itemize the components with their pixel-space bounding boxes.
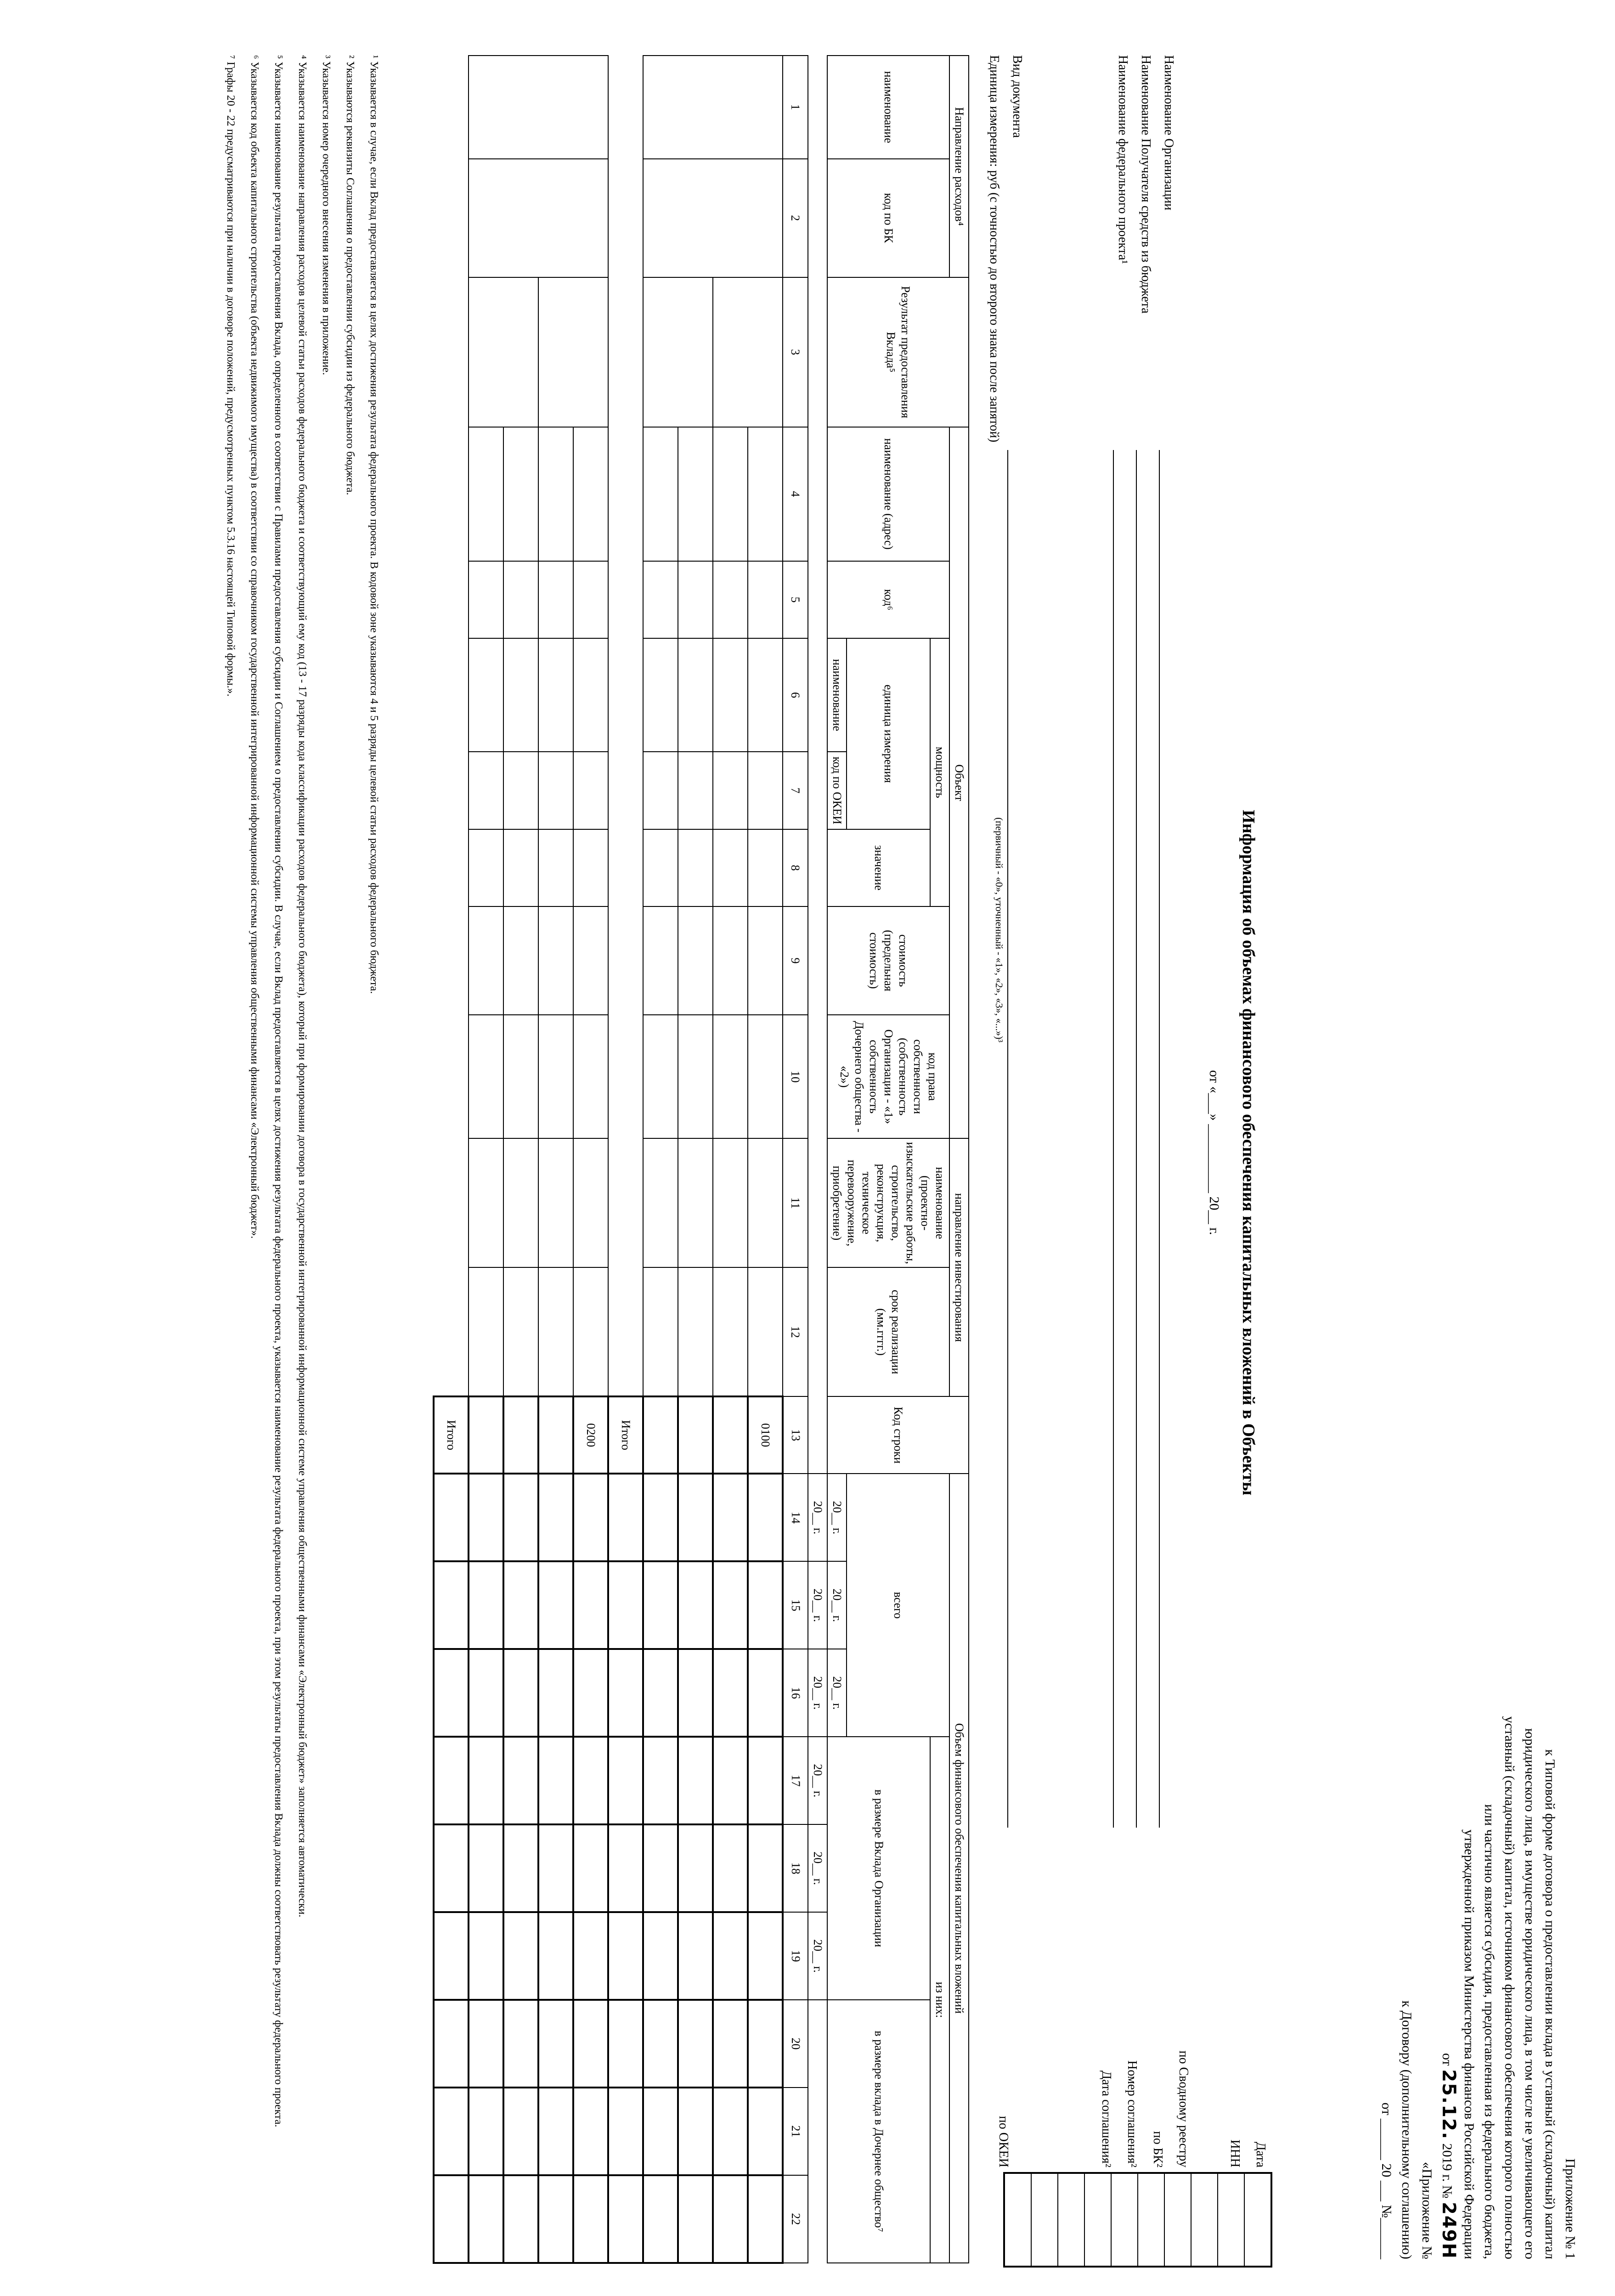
table-cell[interactable] <box>469 159 608 277</box>
table-cell[interactable] <box>713 1737 748 1824</box>
table-cell[interactable] <box>678 1474 713 1561</box>
doc-type-underline <box>1007 450 1008 1828</box>
table-cell[interactable] <box>643 2088 678 2175</box>
table-cell[interactable] <box>469 1737 503 1824</box>
table-cell[interactable] <box>503 2175 538 2263</box>
table-cell[interactable] <box>748 1267 783 1396</box>
table-cell[interactable] <box>469 1396 503 1474</box>
footnote: ¹ Указывается в случае, если Вклад предоставляется в целях достижения результата федерального проекта. В кодовой зоне указываются 4 и 5 разряды целевой статьи расходов федерального бюджета. <box>368 55 380 994</box>
table-cell[interactable] <box>748 1737 783 1824</box>
table-cell[interactable] <box>503 2088 538 2175</box>
table-cell[interactable] <box>643 427 678 561</box>
table-cell[interactable] <box>713 1474 748 1561</box>
table-cell[interactable] <box>573 1737 608 1824</box>
table-cell[interactable] <box>678 1015 713 1139</box>
col-num: 3 <box>783 277 808 427</box>
th-ownership: код права собственности (собственность Организации - «1» собственность Дочернего общества - «2») <box>827 1015 949 1139</box>
table-cell[interactable] <box>573 427 608 561</box>
code-cell-inn <box>1217 2174 1244 2266</box>
table-cell[interactable] <box>538 752 573 829</box>
table-cell[interactable] <box>538 1474 573 1561</box>
table-cell[interactable] <box>503 1267 538 1396</box>
handwritten-number: 249Н <box>1438 2202 1459 2259</box>
table-cell[interactable] <box>573 1912 608 2000</box>
col-num: 5 <box>783 561 808 638</box>
capital-investment-table <box>433 55 969 2264</box>
table-cell[interactable] <box>748 2000 783 2088</box>
table-cell[interactable] <box>643 906 678 1015</box>
table-cell[interactable] <box>713 2000 748 2088</box>
th-year: 20__ г. <box>808 1649 827 1737</box>
code-label-bk: по БК² <box>1151 2131 1165 2167</box>
table-cell[interactable] <box>713 906 748 1015</box>
table-cell[interactable] <box>643 1015 678 1139</box>
unit-label: Единица измерения: руб (с точностью до второго знака после запятой) <box>987 55 1001 443</box>
table-cell[interactable] <box>748 2088 783 2175</box>
table-cell[interactable] <box>503 1138 538 1267</box>
table-cell[interactable] <box>503 1649 538 1737</box>
codes-box <box>1003 2172 1272 2268</box>
table-cell[interactable] <box>503 1561 538 1649</box>
project-label: Наименование федерального проекта¹ <box>1116 55 1130 264</box>
table-cell[interactable] <box>573 829 608 906</box>
table-cell[interactable] <box>469 1474 503 1561</box>
table-cell[interactable] <box>469 2088 503 2175</box>
annex-line: уставный (складочный) капитал, источником финансового обеспечения которого полностью <box>1502 1716 1517 2259</box>
total-cell[interactable] <box>608 1474 643 1561</box>
col-num: 11 <box>783 1138 808 1267</box>
col-num: 17 <box>783 1737 808 1824</box>
th-invest: направление инвестирования <box>949 1138 969 1396</box>
total-cell[interactable] <box>608 1649 643 1737</box>
table-cell[interactable] <box>678 906 713 1015</box>
row-code-cell: 0200 <box>573 1396 608 1474</box>
col-num: 19 <box>783 1912 808 2000</box>
col-num: 1 <box>783 56 808 159</box>
table-cell[interactable] <box>469 561 503 638</box>
annex-header <box>1376 1598 1580 2259</box>
table-cell[interactable] <box>573 1824 608 1912</box>
recipient-label: Наименование Получателя средств из бюджета <box>1139 55 1153 314</box>
col-num: 15 <box>783 1561 808 1649</box>
table-cell[interactable] <box>678 1649 713 1737</box>
total-cell[interactable] <box>608 1561 643 1649</box>
th-year: 20__ г. <box>808 1912 827 2000</box>
table-cell[interactable] <box>678 829 713 906</box>
table-cell[interactable] <box>713 2175 748 2263</box>
th-code-bk: код по БК <box>827 159 949 277</box>
code-cell-blank <box>1191 2174 1217 2266</box>
table-cell[interactable] <box>573 1138 608 1267</box>
table-cell[interactable] <box>643 829 678 906</box>
table-cell[interactable] <box>713 277 783 427</box>
total-cell[interactable] <box>434 1649 469 1737</box>
table-cell[interactable] <box>538 1912 573 2000</box>
th-invest-name: наименование (проектно-изыскательские работы, строительство, реконструкция, техническое перевооружение, приобретение) <box>827 1138 949 1267</box>
table-cell[interactable] <box>503 1015 538 1139</box>
doc-type-hint: (первичный - «0», уточненный - «1», «2», «3», «...»)³ <box>994 817 1005 1042</box>
table-cell[interactable] <box>713 752 748 829</box>
code-cell-bk <box>1137 2174 1164 2266</box>
table-cell[interactable] <box>678 1396 713 1474</box>
table-cell[interactable] <box>748 1138 783 1267</box>
th-result: Результат предоставления Вклада⁵ <box>827 277 969 427</box>
table-cell[interactable] <box>678 1561 713 1649</box>
table-cell[interactable] <box>538 561 573 638</box>
table-cell[interactable] <box>643 277 713 427</box>
annex-line: от ______ 20 ___ №______ <box>1379 2102 1394 2259</box>
table-cell[interactable] <box>748 1824 783 1912</box>
table-cell[interactable] <box>538 1649 573 1737</box>
col-num: 14 <box>783 1474 808 1561</box>
annex-line: «Приложение № <box>1419 2161 1434 2259</box>
row-code-cell: 0100 <box>748 1396 783 1474</box>
col-num: 12 <box>783 1267 808 1396</box>
table-cell[interactable] <box>713 427 748 561</box>
table-cell[interactable] <box>573 1474 608 1561</box>
footnotes <box>219 55 386 2259</box>
annex-line: утвержденной приказом Министерства финансов Российской Федерации <box>1462 1829 1477 2259</box>
table-cell[interactable] <box>538 1138 573 1267</box>
table-cell[interactable] <box>678 1737 713 1824</box>
total-cell[interactable] <box>434 2175 469 2263</box>
total-cell[interactable] <box>608 1737 643 1824</box>
table-cell[interactable] <box>678 2088 713 2175</box>
table-cell[interactable] <box>469 1912 503 2000</box>
table-cell[interactable] <box>503 1396 538 1474</box>
table-cell[interactable] <box>748 1912 783 2000</box>
th-dir-name: наименование <box>827 56 949 159</box>
table-cell[interactable] <box>538 638 573 752</box>
table-cell[interactable] <box>538 1396 573 1474</box>
table-cell[interactable] <box>713 561 748 638</box>
th-unit: единица измерения <box>847 638 930 829</box>
table-cell[interactable] <box>678 2175 713 2263</box>
total-row <box>608 56 643 2263</box>
table-cell[interactable] <box>469 427 503 561</box>
table-row <box>748 56 783 2263</box>
table-cell[interactable] <box>643 638 678 752</box>
total-cell[interactable] <box>608 2000 643 2088</box>
table-cell[interactable] <box>538 1267 573 1396</box>
table-cell[interactable] <box>713 1649 748 1737</box>
table-cell[interactable] <box>643 159 783 277</box>
table-cell[interactable] <box>469 752 503 829</box>
table-cell[interactable] <box>503 2000 538 2088</box>
annex-line: юридического лица, в имуществе юридического лица, в том числе не увеличивающего его <box>1522 1728 1537 2259</box>
th-year: 20__ г. <box>808 1561 827 1649</box>
table-cell[interactable] <box>469 1649 503 1737</box>
total-cell[interactable] <box>608 1824 643 1912</box>
total-cell[interactable] <box>434 1474 469 1561</box>
code-cell-blank <box>1057 2174 1084 2266</box>
table-cell[interactable] <box>573 1015 608 1139</box>
table-cell[interactable] <box>573 638 608 752</box>
table-cell[interactable] <box>538 2175 573 2263</box>
col-num: 21 <box>783 2088 808 2175</box>
table-cell[interactable] <box>748 1015 783 1139</box>
table-cell[interactable] <box>643 1912 678 2000</box>
col-num: 13 <box>783 1396 808 1474</box>
th-obj-name: наименование (адрес) <box>827 427 949 561</box>
col-num: 16 <box>783 1649 808 1737</box>
table-cell[interactable] <box>643 1396 678 1474</box>
th-year: 20__ г. <box>827 1649 847 1737</box>
table-cell[interactable] <box>538 1824 573 1912</box>
recipient-underline <box>1136 450 1137 1828</box>
col-num: 22 <box>783 2175 808 2263</box>
th-row-code: Код строки <box>827 1396 969 1474</box>
table-cell[interactable] <box>538 1015 573 1139</box>
th-direction: Направление расходов⁴ <box>949 56 969 277</box>
table-cell[interactable] <box>643 1474 678 1561</box>
table-cell[interactable] <box>503 752 538 829</box>
code-label-svod: по Сводному реестру <box>1176 2050 1191 2167</box>
total-label: Итого <box>434 1396 469 1474</box>
code-label-okei: по ОКЕИ <box>996 2116 1011 2167</box>
table-cell[interactable] <box>713 1138 748 1267</box>
table-cell[interactable] <box>748 561 783 638</box>
table-cell[interactable] <box>538 829 573 906</box>
table-cell[interactable] <box>713 1824 748 1912</box>
table-cell[interactable] <box>748 1474 783 1561</box>
table-cell[interactable] <box>713 829 748 906</box>
spacer <box>434 56 469 1396</box>
table-cell[interactable] <box>469 638 503 752</box>
footnote: ⁷ Графы 20 - 22 предусматриваются при наличии в договоре положений, предусмотренных пунктом 5.3.16 настоящей Типовой формы.». <box>225 55 237 697</box>
table-cell[interactable] <box>643 56 783 159</box>
table-cell[interactable] <box>643 1737 678 1824</box>
col-num: 9 <box>783 906 808 1015</box>
spacer <box>608 56 643 1396</box>
table-cell[interactable] <box>503 1474 538 1561</box>
table-row <box>678 56 713 2263</box>
table-cell[interactable] <box>503 1737 538 1824</box>
table-cell[interactable] <box>573 1267 608 1396</box>
table-cell[interactable] <box>503 1824 538 1912</box>
table-cell[interactable] <box>678 1824 713 1912</box>
th-unit-okei: код по ОКЕИ <box>827 752 847 829</box>
table-cell[interactable] <box>748 427 783 561</box>
table-cell[interactable] <box>573 2088 608 2175</box>
table-cell[interactable] <box>573 906 608 1015</box>
col-num: 2 <box>783 159 808 277</box>
table-cell[interactable] <box>538 906 573 1015</box>
table-cell[interactable] <box>678 1267 713 1396</box>
th-total: всего <box>847 1474 949 1737</box>
col-num: 8 <box>783 829 808 906</box>
col-num: 6 <box>783 638 808 752</box>
table-cell[interactable] <box>643 1267 678 1396</box>
th-object: Объект <box>949 427 969 1139</box>
spacer <box>808 56 827 1474</box>
th-of-them: из них: <box>930 1737 949 2263</box>
table-cell[interactable] <box>748 1649 783 1737</box>
code-cell-okei <box>1005 2174 1031 2266</box>
total-cell[interactable] <box>608 1912 643 2000</box>
table-cell[interactable] <box>469 829 503 906</box>
table-cell[interactable] <box>678 561 713 638</box>
rotated-form <box>37 37 1589 2268</box>
handwritten-date: 25.12. <box>1438 2069 1459 2140</box>
total-label: Итого <box>608 1396 643 1474</box>
th-year: 20__ г. <box>808 1474 827 1561</box>
table-cell[interactable] <box>538 2088 573 2175</box>
table-cell[interactable] <box>538 1561 573 1649</box>
page-title: Информация об объемах финансового обеспечения капитальных вложений в Объекты <box>1239 810 1258 1496</box>
doc-type-label: Вид документа <box>1010 55 1024 138</box>
th-volume: Объем финансового обеспечения капитальных вложений <box>949 1474 969 2263</box>
table-cell[interactable] <box>573 1561 608 1649</box>
code-cell-blank <box>1031 2174 1057 2266</box>
total-cell[interactable] <box>434 1912 469 2000</box>
table-cell[interactable] <box>643 2000 678 2088</box>
org-label: Наименование Организации <box>1162 55 1176 210</box>
table-cell[interactable] <box>643 561 678 638</box>
table-cell[interactable] <box>573 2000 608 2088</box>
table-cell[interactable] <box>469 1561 503 1649</box>
table-cell[interactable] <box>678 752 713 829</box>
table-cell[interactable] <box>503 427 538 561</box>
table-cell[interactable] <box>469 2175 503 2263</box>
annex-order-mid: 2019 г. № <box>1440 2143 1455 2199</box>
table-cell[interactable] <box>469 1015 503 1139</box>
col-num: 10 <box>783 1015 808 1139</box>
table-cell[interactable] <box>748 2175 783 2263</box>
table-cell[interactable] <box>538 1737 573 1824</box>
total-cell[interactable] <box>434 1737 469 1824</box>
table-cell[interactable] <box>643 752 678 829</box>
code-label-agr-num: Номер соглашения² <box>1125 2060 1139 2167</box>
table-cell[interactable] <box>748 906 783 1015</box>
footnote: ² Указываются реквизиты Соглашения о предоставлении субсидии из федерального бюджета. <box>344 55 356 495</box>
table-cell[interactable] <box>643 2175 678 2263</box>
table-cell[interactable] <box>748 1561 783 1649</box>
col-num: 20 <box>783 2000 808 2088</box>
code-cell-agr-date <box>1084 2174 1111 2266</box>
table-cell[interactable] <box>503 1912 538 2000</box>
document-date: от «___» __________ 20__ г. <box>1207 1070 1222 1235</box>
table-cell[interactable] <box>713 1912 748 2000</box>
footnote: ⁵ Указывается наименование результата предоставления Вклада, определенного в соответствии с Правилами предоставления субсидии и Соглашением о предоставлении субсидии. В случае, если Вклад предоставляется в целях достижения результата федерального проекта, указывается наименование результата федерального проекта, при этом результаты предоставления Вклада должны соответствовать результату федерального проекта. <box>272 55 284 2127</box>
th-year: 20__ г. <box>808 1824 827 1912</box>
th-power: мощность <box>930 638 949 906</box>
table-cell[interactable] <box>713 1267 748 1396</box>
footnote: ⁶ Указывается код объекта капитального строительства (объекта недвижимого имущества) в соответствии со справочником государственной интегрированной информационной системы управления общественными финансами «Электронный бюджет». <box>248 55 260 1239</box>
th-year: 20__ г. <box>827 1474 847 1561</box>
code-label-agr-date: Дата соглашения² <box>1099 2071 1113 2167</box>
annex-line: или частично является субсидия, предоставленная из федерального бюджета, <box>1482 1804 1497 2259</box>
th-code: код⁶ <box>827 561 949 638</box>
project-underline <box>1113 450 1114 1828</box>
table-cell[interactable] <box>643 1138 678 1267</box>
table-cell[interactable] <box>643 1561 678 1649</box>
org-underline <box>1159 450 1160 1828</box>
code-cell-svod <box>1164 2174 1191 2266</box>
table-cell[interactable] <box>469 906 503 1015</box>
table-cell[interactable] <box>678 427 713 561</box>
table-cell[interactable] <box>678 1912 713 2000</box>
table-cell[interactable] <box>748 752 783 829</box>
table-cell[interactable] <box>573 561 608 638</box>
table-cell[interactable] <box>678 2000 713 2088</box>
table-cell[interactable] <box>503 638 538 752</box>
th-year: 20__ г. <box>827 1561 847 1649</box>
table-cell[interactable] <box>713 1396 748 1474</box>
annex-line: Приложение № 1 <box>1563 2158 1578 2259</box>
code-label-date: Дата <box>1254 2142 1268 2167</box>
table-cell[interactable] <box>643 1824 678 1912</box>
annex-order-line <box>1437 1598 1459 2259</box>
total-cell[interactable] <box>608 2088 643 2175</box>
table-cell[interactable] <box>469 2000 503 2088</box>
annex-line: к Договору (дополнительному соглашению) <box>1399 2000 1414 2259</box>
th-org-contrib: в размере Вклада Организации <box>827 1737 930 2000</box>
code-cell-date <box>1244 2174 1271 2266</box>
table-cell[interactable] <box>573 2175 608 2263</box>
table-cell[interactable] <box>538 277 608 427</box>
table-cell[interactable] <box>538 427 573 561</box>
table-cell[interactable] <box>469 56 608 159</box>
table-cell[interactable] <box>469 277 538 427</box>
th-unit-name: наименование <box>827 638 847 752</box>
table-cell[interactable] <box>748 829 783 906</box>
table-cell[interactable] <box>503 906 538 1015</box>
table-cell[interactable] <box>748 638 783 752</box>
col-num: 7 <box>783 752 808 829</box>
col-num: 4 <box>783 427 808 561</box>
footnote: ³ Указывается номер очередного внесения изменения в приложение. <box>320 55 332 375</box>
col-num: 18 <box>783 1824 808 1912</box>
table-cell[interactable] <box>469 1824 503 1912</box>
table-cell[interactable] <box>678 1138 713 1267</box>
table-cell[interactable] <box>573 1649 608 1737</box>
table-cell[interactable] <box>713 2088 748 2175</box>
table-cell[interactable] <box>713 638 748 752</box>
code-cell-agr-num <box>1111 2174 1137 2266</box>
table-cell[interactable] <box>678 638 713 752</box>
table-cell[interactable] <box>503 829 538 906</box>
total-cell[interactable] <box>434 2000 469 2088</box>
th-year: 20__ г. <box>808 1737 827 1824</box>
th-value: значение <box>827 829 930 906</box>
annex-line: к Типовой форме договора о предоставлении вклада в уставный (складочный) капитал <box>1542 1749 1558 2259</box>
table-cell[interactable] <box>469 1267 503 1396</box>
th-sub-contrib: в размере вклада в Дочернее общество⁷ <box>827 2000 930 2263</box>
column-numbers-row <box>783 56 808 2263</box>
table-cell[interactable] <box>538 2000 573 2088</box>
th-cost: стоимость (предельная стоимость) <box>827 906 949 1015</box>
code-label-inn: ИНН <box>1228 2139 1242 2167</box>
total-cell[interactable] <box>434 1824 469 1912</box>
table-cell[interactable] <box>713 1015 748 1139</box>
table-row <box>573 56 608 2263</box>
table-cell[interactable] <box>713 1561 748 1649</box>
total-cell[interactable] <box>434 2088 469 2175</box>
total-cell[interactable] <box>608 2175 643 2263</box>
footnote: ⁴ Указывается наименование направления расходов целевой статьи расходов федерального бюджета и соответствующий ему код (13 - 17 разряды кода классификации расходов федерального бюджета), который при формировании договора в государственной интегрированной информационной системе управления общественными финансами «Электронный бюджет» заполняется автоматически. <box>296 55 308 1918</box>
annex-order-prefix: от <box>1440 2053 1455 2066</box>
table-cell[interactable] <box>573 752 608 829</box>
total-row <box>434 56 469 2263</box>
table-cell[interactable] <box>503 561 538 638</box>
table-cell[interactable] <box>643 1649 678 1737</box>
table-row <box>503 56 538 2263</box>
table-cell[interactable] <box>469 1138 503 1267</box>
th-term: срок реализации (мм.гггг.) <box>827 1267 949 1396</box>
total-cell[interactable] <box>434 1561 469 1649</box>
